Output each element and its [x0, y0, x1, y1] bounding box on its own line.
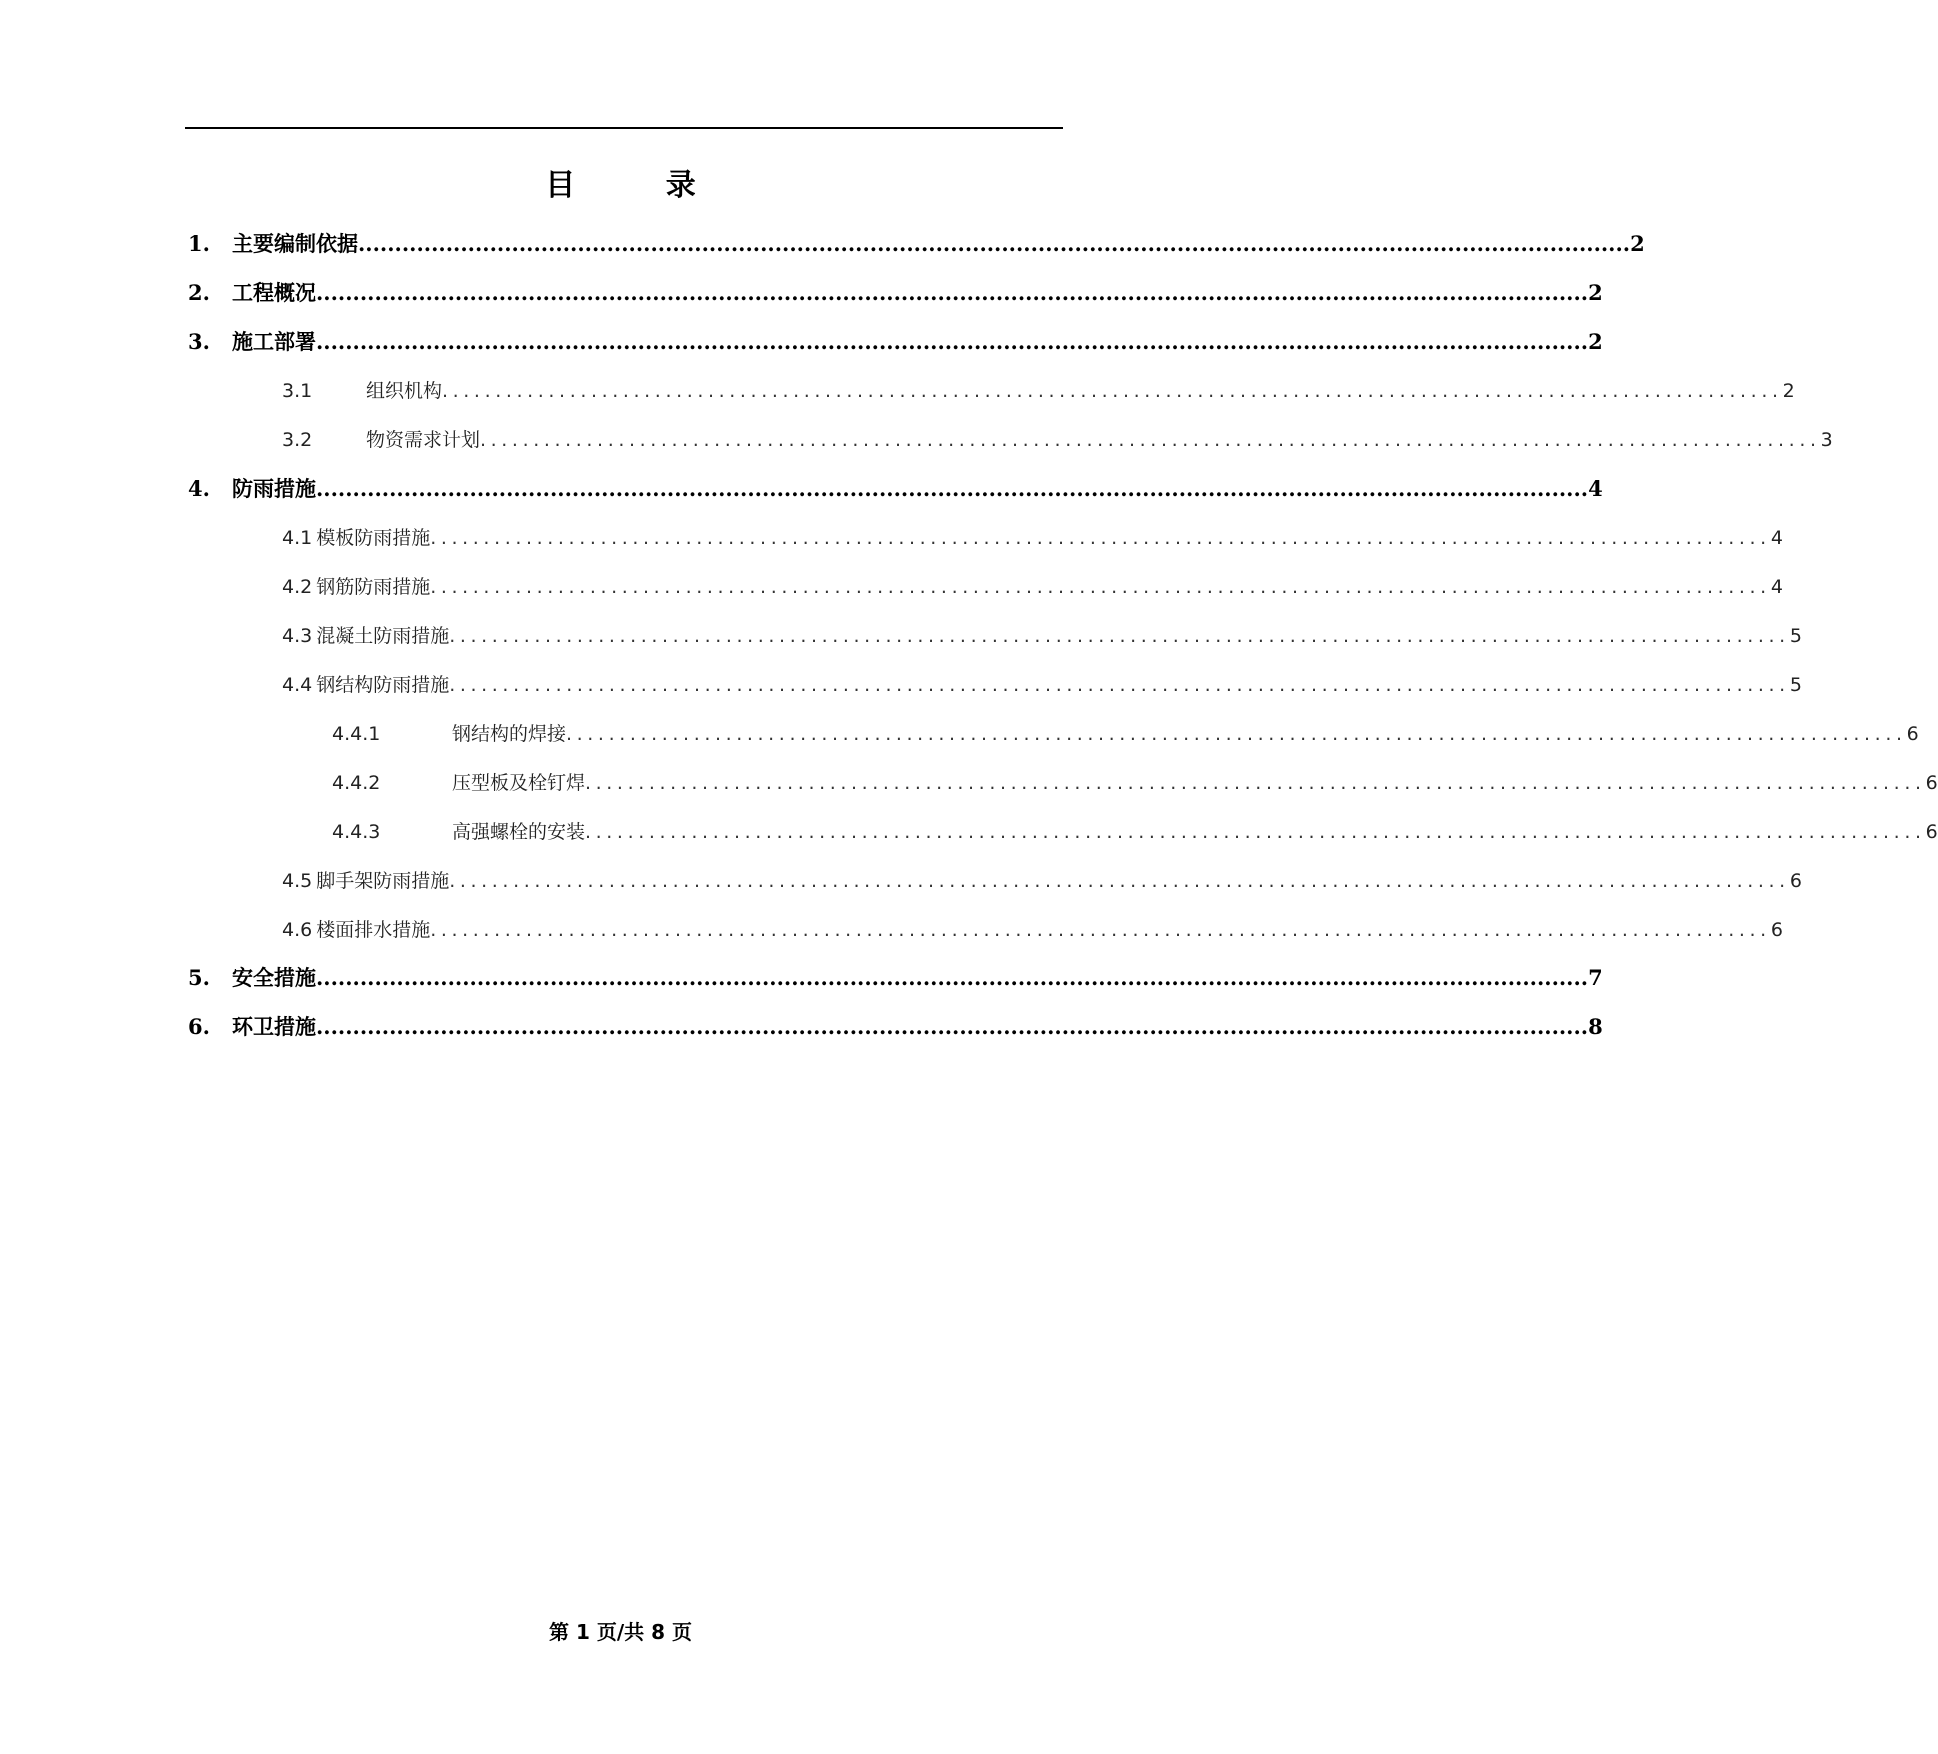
toc-leader: ..............................................................................................................................	[449, 674, 1790, 696]
toc-number: 1.	[188, 231, 210, 256]
toc-leader: ..............................................................................................................................................................................	[316, 329, 1589, 354]
toc-page-number: 6	[1925, 772, 1938, 794]
toc-number: 3.1	[282, 380, 313, 402]
toc-label: 钢结构防雨措施	[316, 674, 450, 696]
toc-leader: ..............................................................................................................................................................................	[316, 280, 1589, 305]
toc-label: 环卫措施	[232, 1015, 316, 1039]
toc-label: 主要编制依据	[232, 232, 358, 256]
toc-leader: ..............................................................................................................................................................................	[316, 965, 1589, 990]
toc-number: 6.	[188, 1014, 210, 1039]
toc-entry-4-4[interactable]	[282, 670, 1802, 697]
toc-number: 4.4.2	[332, 772, 381, 794]
toc-number: 4.6	[282, 919, 313, 941]
toc-leader: ..............................................................................................................................................................................	[358, 231, 1631, 256]
toc-entry-3[interactable]	[188, 326, 1603, 356]
toc-label: 工程概况	[232, 281, 316, 305]
toc-entry-4-5[interactable]	[282, 866, 1802, 893]
toc-label: 楼面排水措施	[316, 919, 431, 941]
toc-entry-3-1[interactable]	[282, 376, 1795, 403]
toc-number: 4.5	[282, 870, 313, 892]
toc-entry-4-3[interactable]	[282, 621, 1802, 648]
toc-entry-4[interactable]	[188, 473, 1603, 503]
toc-entry-4-4-1[interactable]	[332, 719, 1919, 746]
toc-page-number: 2	[1630, 231, 1645, 256]
toc-entry-4-4-2[interactable]	[332, 768, 1938, 795]
toc-page-number: 7	[1588, 965, 1603, 990]
toc-leader: ..............................................................................................................................	[449, 625, 1790, 647]
toc-page-number: 8	[1588, 1014, 1603, 1039]
toc-label: 混凝土防雨措施	[316, 625, 450, 647]
toc-number: 4.1	[282, 527, 313, 549]
toc-leader: ..............................................................................................................................	[430, 919, 1771, 941]
toc-leader: ..............................................................................................................................	[480, 429, 1821, 451]
toc-page-number: 2	[1588, 280, 1603, 305]
toc-leader: ..............................................................................................................................	[430, 527, 1771, 549]
toc-entry-4-2[interactable]	[282, 572, 1783, 599]
page-footer: 第 1 页/共 8 页	[549, 1620, 692, 1644]
toc-entry-4-4-3[interactable]	[332, 817, 1938, 844]
toc-leader: ..............................................................................................................................	[566, 723, 1907, 745]
toc-page-number: 4	[1770, 527, 1783, 549]
toc-leader: ..............................................................................................................................	[430, 576, 1771, 598]
toc-leader: ..............................................................................................................................	[442, 380, 1783, 402]
toc-number: 4.	[188, 476, 210, 501]
toc-entry-4-6[interactable]	[282, 915, 1783, 942]
toc-leader: ..............................................................................................................................	[585, 821, 1926, 843]
toc-number: 4.4.3	[332, 821, 381, 843]
toc-number: 5.	[188, 965, 210, 990]
toc-label: 组织机构	[366, 380, 443, 402]
toc-label: 钢结构的焊接	[452, 723, 567, 745]
toc-page-number: 4	[1770, 576, 1783, 598]
toc-page-number: 6	[1925, 821, 1938, 843]
toc-number: 4.4.1	[332, 723, 381, 745]
toc-entry-6[interactable]	[188, 1011, 1603, 1041]
toc-entry-1[interactable]	[188, 228, 1645, 258]
toc-page-number: 6	[1770, 919, 1783, 941]
toc-entry-4-1[interactable]	[282, 523, 1783, 550]
toc-page-number: 3	[1820, 429, 1833, 451]
toc-page-number: 6	[1789, 870, 1802, 892]
toc-label: 高强螺栓的安装	[452, 821, 586, 843]
toc-page-number: 5	[1789, 674, 1802, 696]
toc-label: 脚手架防雨措施	[316, 870, 450, 892]
toc-page-number: 5	[1789, 625, 1802, 647]
toc-page-number: 6	[1906, 723, 1919, 745]
toc-label: 模板防雨措施	[316, 527, 431, 549]
toc-entry-2[interactable]	[188, 277, 1603, 307]
toc-number: 4.3	[282, 625, 313, 647]
toc-page-number: 2	[1588, 329, 1603, 354]
toc-label: 压型板及栓钉焊	[452, 772, 586, 794]
toc-label: 物资需求计划	[366, 429, 481, 451]
toc-entry-3-2[interactable]	[282, 425, 1833, 452]
toc-page-number: 4	[1588, 476, 1603, 501]
toc-label: 施工部署	[232, 330, 316, 354]
toc-page-number: 2	[1782, 380, 1795, 402]
toc-leader: ..............................................................................................................................	[585, 772, 1926, 794]
toc-number: 4.2	[282, 576, 313, 598]
toc-label: 防雨措施	[232, 477, 316, 501]
toc-label: 安全措施	[232, 966, 316, 990]
toc-number: 3.2	[282, 429, 313, 451]
toc-label: 钢筋防雨措施	[316, 576, 431, 598]
toc-entry-5[interactable]	[188, 962, 1603, 992]
toc-leader: ..............................................................................................................................................................................	[316, 1014, 1589, 1039]
toc-number: 3.	[188, 329, 210, 354]
page-title: 目 录	[545, 168, 736, 203]
toc-number: 4.4	[282, 674, 313, 696]
toc-number: 2.	[188, 280, 210, 305]
toc-leader: ..............................................................................................................................	[449, 870, 1790, 892]
toc-leader: ..............................................................................................................................................................................	[316, 476, 1589, 501]
